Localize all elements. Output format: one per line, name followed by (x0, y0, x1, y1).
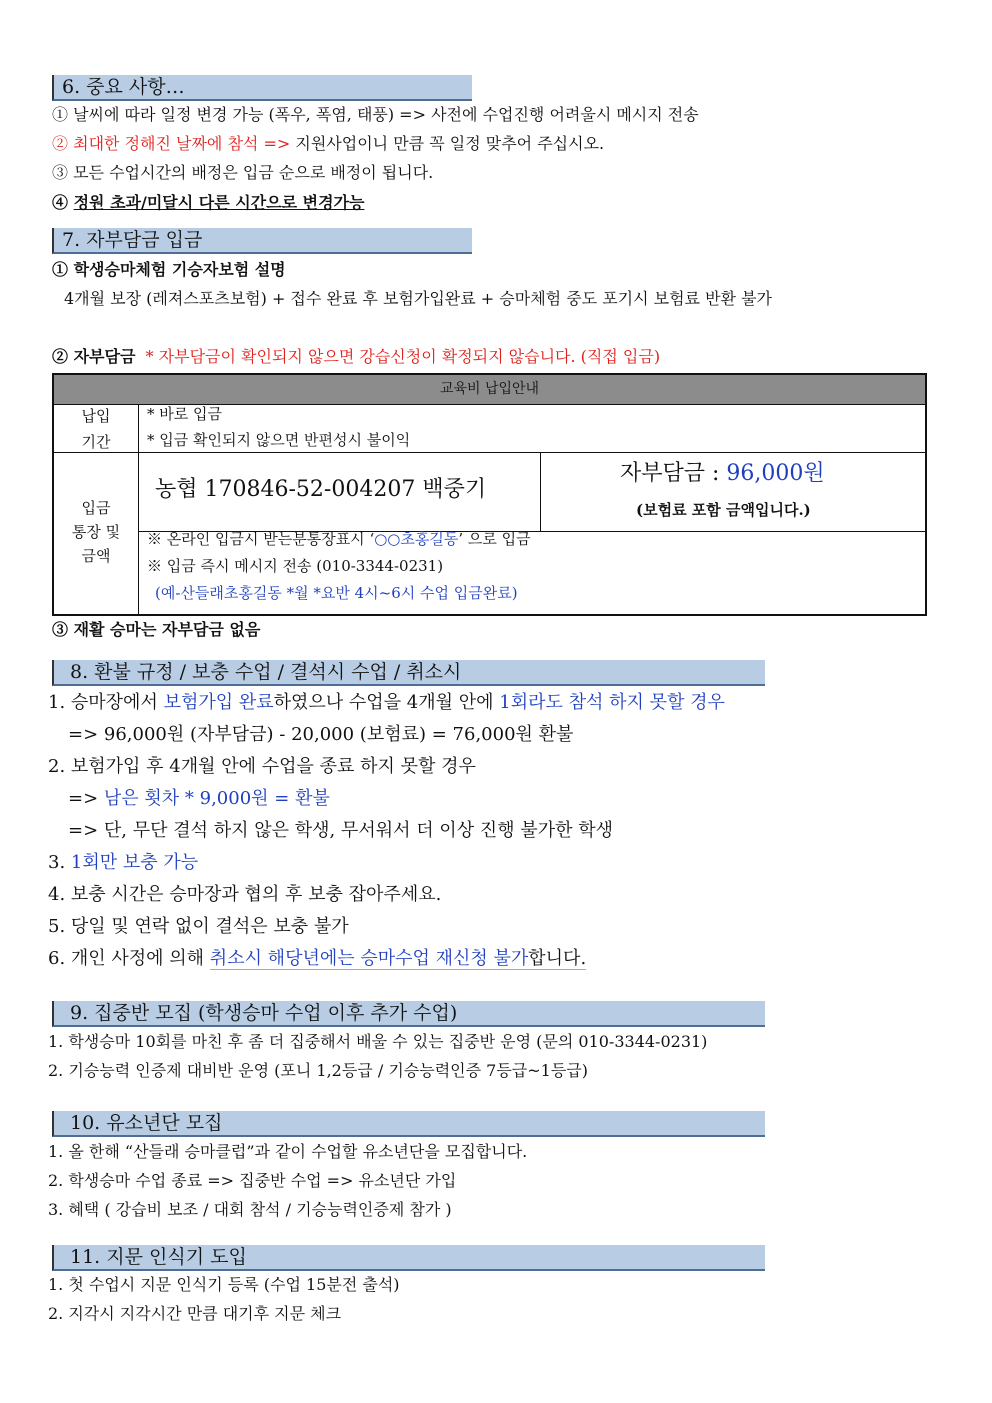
s8-item-1-b: 보험가입 완료 (163, 692, 274, 713)
deposit-note-1-example: ○○초홍길동 (374, 530, 459, 548)
section-11-heading: 11. 지문 인식기 도입 (52, 1245, 765, 1271)
s7-item-1: ① 학생승마체험 기승자보험 설명 (52, 260, 286, 279)
s8-item-2-sub-1-a: => (68, 788, 99, 809)
payment-table-header: 교육비 납입안내 (54, 375, 925, 405)
s8-item-2-sub-1 (68, 786, 330, 812)
s8-item-3 (48, 850, 198, 876)
s7-item-2-label: ② 자부담금 (52, 347, 136, 366)
table-divider (138, 404, 139, 614)
s8-item-1-sub: => 96,000원 (자부담금) - 20,000 (보험료) = 76,000원 환불 (68, 724, 574, 745)
s8-item-2-sub-1-b: 남은 횟차 * 9,000원 = 환불 (103, 788, 330, 809)
section-6-heading: 6. 중요 사항… (52, 75, 472, 101)
period-line-1: * 바로 입금 (147, 405, 222, 423)
table-divider (540, 452, 541, 531)
s7-item-3: ③ 재활 승마는 자부담금 없음 (52, 620, 261, 639)
account-label (54, 496, 138, 568)
s8-item-2: 2. 보험가입 후 4개월 안에 수업을 종료 하지 못할 경우 (48, 756, 476, 777)
bank-account: 농협 170846-52-004207 백중기 (155, 477, 487, 502)
s6-item-4-text: 정원 초과/미달시 다른 시간으로 변경가능 (73, 193, 365, 212)
account-label-line-2: 통장 및 (71, 523, 121, 541)
s7-item-1-detail: 4개월 보장 (레져스포츠보험) + 접수 완료 후 보험가입완료 + 승마체험 중도 포기시 보험료 반환 불가 (64, 289, 773, 308)
s6-item-4 (52, 192, 364, 214)
s11-item-1: 1. 첫 수업시 지문 인식기 등록 (수업 15분전 출석) (48, 1275, 400, 1294)
s6-item-3: ③ 모든 수업시간의 배정은 입금 순으로 배정이 됩니다. (52, 163, 434, 182)
s8-item-6-b: 취소시 해당년에는 승마수업 재신청 불가 (209, 948, 529, 969)
section-7-heading: 7. 자부담금 입금 (52, 228, 472, 254)
s8-item-2-sub-2: => 단, 무단 결석 하지 않은 학생, 무서워서 더 이상 진행 불가한 학생 (68, 820, 613, 841)
s9-item-1: 1. 학생승마 10회를 마친 후 좀 더 집중해서 배울 수 있는 집중반 운영 (문의 010-3344-0231) (48, 1032, 708, 1051)
s8-item-1-a: 1. 승마장에서 (48, 692, 158, 713)
s8-item-1-d: 1회라도 참석 하지 못할 경우 (499, 692, 725, 713)
s6-item-2-rest: 지원사업이니 만큼 꼭 일정 맞추어 주십시오. (295, 134, 605, 153)
deposit-note-2: ※ 입금 즉시 메시지 전송 (010-3344-0231) (147, 557, 444, 575)
table-divider (54, 452, 925, 453)
s8-item-1-c: 하였으나 수업을 4개월 안에 (273, 692, 494, 713)
deposit-note-1-a: ※ 온라인 입금시 받는분통장표시 ‘ (147, 530, 375, 548)
section-9-heading: 9. 집중반 모집 (학생승마 수업 이후 추가 수업) (52, 1001, 765, 1027)
payment-table (52, 373, 927, 616)
section-8-heading: 8. 환불 규정 / 보충 수업 / 결석시 수업 / 취소시 (52, 660, 765, 686)
amount-line (620, 459, 825, 489)
s8-item-4: 4. 보충 시간은 승마장과 협의 후 보충 잡아주세요. (48, 884, 442, 905)
amount-label: 자부담금 : (620, 461, 727, 486)
period-label-line-1: 납입 (81, 407, 111, 425)
s8-item-5: 5. 당일 및 연락 없이 결석은 보충 불가 (48, 916, 349, 937)
period-line-2: * 입금 확인되지 않으면 반편성시 불이익 (147, 431, 411, 449)
s8-item-6 (48, 946, 586, 972)
deposit-note-1-c: ’ 으로 입금 (458, 530, 531, 548)
s8-item-6-a: 6. 개인 사정에 의해 (48, 948, 205, 969)
amount-note: (보험료 포함 금액입니다.) (636, 501, 811, 519)
s9-item-2: 2. 기승능력 인증제 대비반 운영 (포니 1,2등급 / 기승능력인증 7등급~1등급) (48, 1061, 588, 1080)
s6-item-2-red: 최대한 정해진 날짜에 참석 => (73, 134, 291, 153)
s8-item-3-b: 1회만 보충 가능 (70, 852, 199, 873)
deposit-note-3: (예-산들래초홍길동 *월 *요반 4시~6시 수업 입금완료) (155, 584, 518, 602)
s8-item-6-c: 합니다. (528, 948, 587, 969)
s8-item-3-a: 3. (48, 852, 66, 873)
s7-item-2-warning: * 자부담금이 확인되지 않으면 강습신청이 확정되지 않습니다. (직접 입금) (145, 347, 661, 366)
s10-item-3: 3. 혜택 ( 강습비 보조 / 대회 참석 / 기승능력인증제 참가 ) (48, 1200, 452, 1219)
s7-item-2 (52, 346, 660, 368)
s6-item-2 (52, 133, 604, 155)
s11-item-2: 2. 지각시 지각시간 만큼 대기후 지문 체크 (48, 1304, 342, 1323)
section-10-heading: 10. 유소년단 모집 (52, 1111, 765, 1137)
s6-item-4-num: ④ (52, 193, 69, 212)
s8-item-1 (48, 690, 725, 716)
account-label-line-3: 금액 (81, 547, 111, 565)
account-label-line-1: 입금 (81, 499, 111, 517)
s6-item-2-num: ② (52, 134, 69, 153)
period-label (54, 405, 138, 453)
s10-item-2: 2. 학생승마 수업 종료 => 집중반 수업 => 유소년단 가입 (48, 1171, 457, 1190)
s6-item-1: ① 날씨에 따라 일정 변경 가능 (폭우, 폭염, 태풍) => 사전에 수업진행 어려울시 메시지 전송 (52, 105, 699, 124)
deposit-note-1 (147, 528, 531, 550)
amount-value: 96,000원 (726, 461, 825, 486)
s10-item-1: 1. 올 한해 “산들래 승마클럽”과 같이 수업할 유소년단을 모집합니다. (48, 1142, 528, 1161)
period-label-line-2: 기간 (81, 433, 111, 451)
